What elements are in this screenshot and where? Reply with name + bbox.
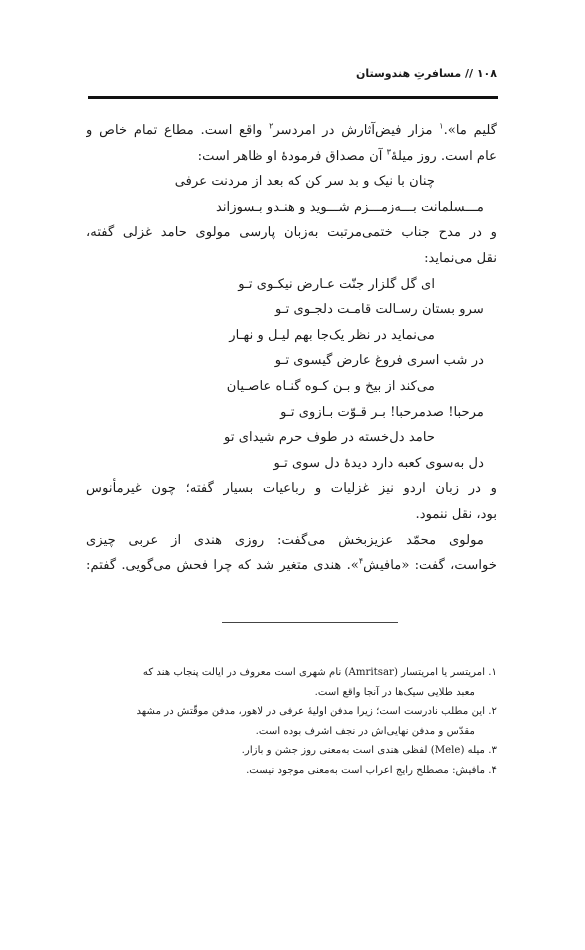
- text-run: مرحبا! صدمرحبا! بـر قـوّت بـازوی تـو: [280, 404, 484, 420]
- prose-line: [86, 118, 497, 144]
- verse-hemistich-first: [86, 323, 497, 349]
- footnote-text: امریتسر یا امریتسار (Amritsar) نام شهری است معروف در ایالت پنجاب هند که: [142, 667, 486, 678]
- prose-line: [86, 528, 497, 554]
- verse-hemistich-second: [86, 400, 497, 426]
- footnote-text: مافیش: مصطلح رایج اعراب است به‌معنی موجود نیست.: [246, 764, 486, 776]
- text-run: مـــسلمانت بـــه‌زمـــزم شـــوید و هنـدو بـسوزاند: [215, 199, 484, 215]
- page-header: [89, 64, 497, 86]
- text-run: ای گل گلزار جنّت عـارض نیکـوی تـو: [238, 276, 435, 292]
- main-text: [86, 118, 497, 579]
- verse-hemistich-first: [86, 374, 497, 400]
- text-run: سرو بستان رسـالت قامـت دلجـوی تـو: [275, 302, 484, 318]
- verse-hemistich-second: [86, 451, 497, 477]
- verse-hemistich-first: [86, 272, 497, 298]
- footnote-marker: ۳: [386, 147, 391, 157]
- verse-hemistich-second: [86, 195, 497, 221]
- footnote-number: ۴.: [485, 764, 497, 776]
- prose-line: [86, 553, 497, 579]
- text-run: مولوی محمّد عزیزبخش می‌گفت: روزی هندی از عربی چیزی: [86, 532, 484, 548]
- footnote-continuation: معبد طلایی سیک‌ها در آنجا واقع است.: [314, 686, 475, 698]
- prose-line: [86, 220, 497, 246]
- text-run: حامد دل‌خسته در طوف حرم شیدای تو: [224, 430, 435, 446]
- text-run: و در مدح جناب ختمی‌مرتبت به‌زبان پارسی مولوی حامد غزلی گفته،: [86, 225, 497, 241]
- text-run: می‌نماید در نظر یک‌جا بهم لیـل و نهـار: [229, 327, 435, 343]
- footnote: [86, 663, 497, 683]
- text-run: دل به‌سوی کعبه دارد دیدهٔ دل سوی تـو: [273, 455, 484, 471]
- footnote-continuation: مقدّس و مدفن نهایی‌اش در نجف اشرف بوده است.: [255, 725, 475, 737]
- verse-hemistich-second: [86, 297, 497, 323]
- footnote-marker: ۱: [439, 121, 444, 131]
- footnote-number: ۱.: [485, 667, 497, 678]
- footnote: [86, 761, 497, 781]
- text-run: می‌کند از بیخ و بـن کـوه گنـاه عاصـیان: [226, 378, 435, 394]
- footnotes: [86, 663, 497, 780]
- text-run: بود، نقل ننمود.: [415, 506, 497, 522]
- prose-line: [86, 144, 497, 170]
- text-run: گلیم ما».: [443, 123, 497, 138]
- prose-line: [86, 246, 497, 272]
- text-run: چنان با نیک و بد سر کن که بعد از مردنت عرفی: [174, 174, 435, 190]
- footnote-number: ۲.: [485, 706, 497, 717]
- footnote: [86, 702, 497, 722]
- footnote-separator: [222, 622, 398, 623]
- text-run: مزار فیض‌آثارش در امردسر: [273, 123, 440, 138]
- prose-line: [86, 476, 497, 502]
- footnote-text: میله (Mele) لفظی هندی است به‌معنی روز جشن و بازار.: [241, 745, 486, 756]
- footnote-marker: ۴: [358, 556, 364, 566]
- text-run: در شب اسری فروغ عارض گیسوی تـو: [274, 353, 484, 369]
- verse-hemistich-first: [86, 169, 497, 195]
- text-run: واقع است. مطاع تمام خاص و: [86, 123, 270, 138]
- footnote-marker: ۲: [269, 121, 274, 131]
- running-title: ۱۰۸ // مسافرتِ هندوستان: [355, 67, 497, 80]
- text-run: و در زبان اردو نیز غزلیات و رباعیات بسیار گفته؛ چون غیرمأنوس: [86, 481, 497, 497]
- verse-hemistich-first: [86, 425, 497, 451]
- text-run: خواست، گفت: «مافیش: [363, 558, 497, 574]
- text-run: آن مصداق فرمودهٔ او ظاهر است:: [197, 148, 387, 164]
- text-run: عام است. روز میلهٔ: [390, 148, 497, 164]
- footnote: [86, 741, 497, 761]
- header-rule: [88, 96, 498, 99]
- prose-line: [86, 502, 497, 528]
- text-run: ». هندی متغیر شد که چرا فحش می‌گویی. گفتم:: [86, 558, 359, 574]
- footnote-text: این مطلب نادرست است؛ زیرا مدفن اولیهٔ عرفی در لاهور، مدفن موقّتش در مشهد: [136, 706, 486, 717]
- footnote-number: ۳.: [485, 745, 497, 756]
- verse-hemistich-second: [86, 348, 497, 374]
- text-run: نقل می‌نماید:: [424, 250, 497, 266]
